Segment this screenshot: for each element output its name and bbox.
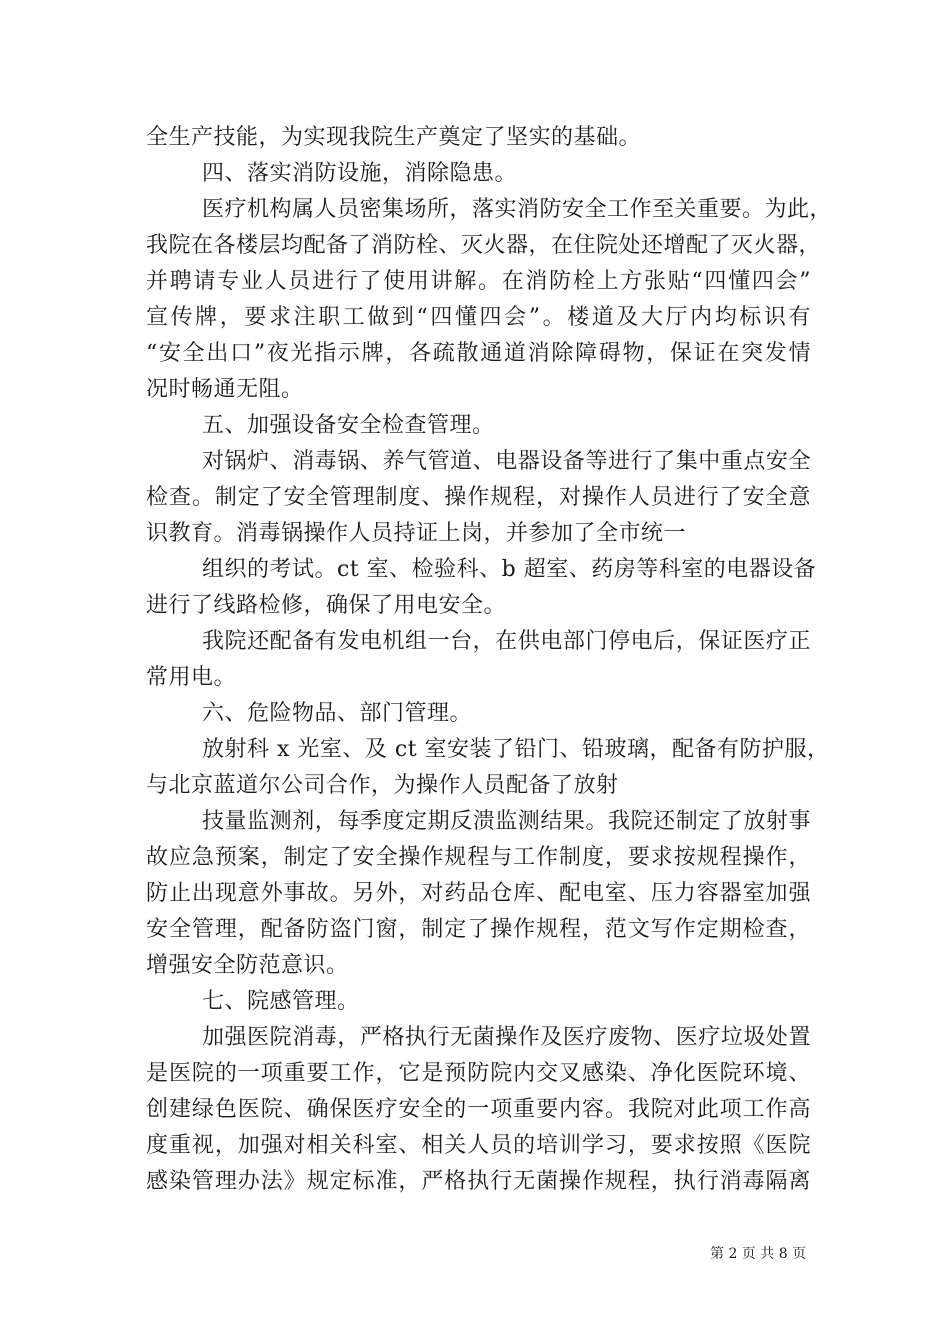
text-line: 组织的考试。ct 室、检验科、b 超室、药房等科室的电器设备 bbox=[202, 557, 817, 582]
text-line: 医疗机构属人员密集场所，落实消防安全工作至关重要。为此， bbox=[202, 197, 833, 222]
text-line: 对锅炉、消毒锅、养气管道、电器设备等进行了集中重点安全 bbox=[202, 449, 811, 474]
text-line: 防止出现意外事故。另外，对药品仓库、配电室、压力容器室加强 bbox=[146, 881, 811, 906]
text-line: 创建绿色医院、确保医疗安全的一项重要内容。我院对此项工作高 bbox=[146, 1097, 811, 1122]
text-line: “安全出口”夜光指示牌，各疏散通道消除障碍物，保证在突发情 bbox=[146, 341, 811, 366]
text-line: 识教育。消毒锅操作人员持证上岗，并参加了全市统一 bbox=[146, 521, 687, 546]
text-line: 我院还配备有发电机组一台，在供电部门停电后，保证医疗正 bbox=[202, 629, 811, 654]
page-number: 第 2 页 共 8 页 bbox=[710, 1246, 807, 1262]
text-line: 全生产技能，为实现我院生产奠定了坚实的基础。 bbox=[146, 125, 642, 150]
text-line: 况时畅通无阻。 bbox=[146, 377, 304, 402]
text-line: 常用电。 bbox=[146, 665, 237, 690]
text-line: 增强安全防范意识。 bbox=[146, 953, 349, 978]
document-body bbox=[146, 120, 833, 1200]
text-line: 六、危险物品、部门管理。 bbox=[202, 701, 473, 726]
text-line: 检查。制定了安全管理制度、操作规程，对操作人员进行了安全意 bbox=[146, 485, 811, 510]
text-line: 四、落实消防设施，消除隐患。 bbox=[202, 161, 518, 186]
text-line: 故应急预案，制定了安全操作规程与工作制度，要求按规程操作， bbox=[146, 845, 811, 870]
text-line: 技量监测剂，每季度定期反溃监测结果。我院还制定了放射事 bbox=[202, 809, 811, 834]
text-line: 与北京蓝道尔公司合作，为操作人员配备了放射 bbox=[146, 773, 619, 798]
text-line: 加强医院消毒，严格执行无菌操作及医疗废物、医疗垃圾处置 bbox=[202, 1025, 811, 1050]
text-line: 安全管理，配备防盗门窗，制定了操作规程，范文写作定期检查， bbox=[146, 917, 811, 942]
text-line: 是医院的一项重要工作，它是预防院内交叉感染、净化医院环境、 bbox=[146, 1061, 811, 1086]
text-line: 感染管理办法》规定标准，严格执行无菌操作规程，执行消毒隔离 bbox=[146, 1169, 811, 1194]
text-line: 并聘请专业人员进行了使用讲解。在消防栓上方张贴“四懂四会” bbox=[146, 269, 811, 294]
text-line: 五、加强设备安全检查管理。 bbox=[202, 413, 495, 438]
text-line: 宣传牌，要求注职工做到“四懂四会”。楼道及大厅内均标识有 bbox=[146, 305, 811, 330]
text-line: 七、院感管理。 bbox=[202, 989, 360, 1014]
text-line: 进行了线路检修，确保了用电安全。 bbox=[146, 593, 507, 618]
text-line: 放射科 x 光室、及 ct 室安装了铅门、铅玻璃，配备有防护服， bbox=[202, 737, 830, 762]
text-line: 我院在各楼层均配备了消防栓、灭火器，在住院处还增配了灭火器， bbox=[146, 233, 822, 258]
text-line: 度重视，加强对相关科室、相关人员的培训学习，要求按照《医院 bbox=[146, 1133, 811, 1158]
